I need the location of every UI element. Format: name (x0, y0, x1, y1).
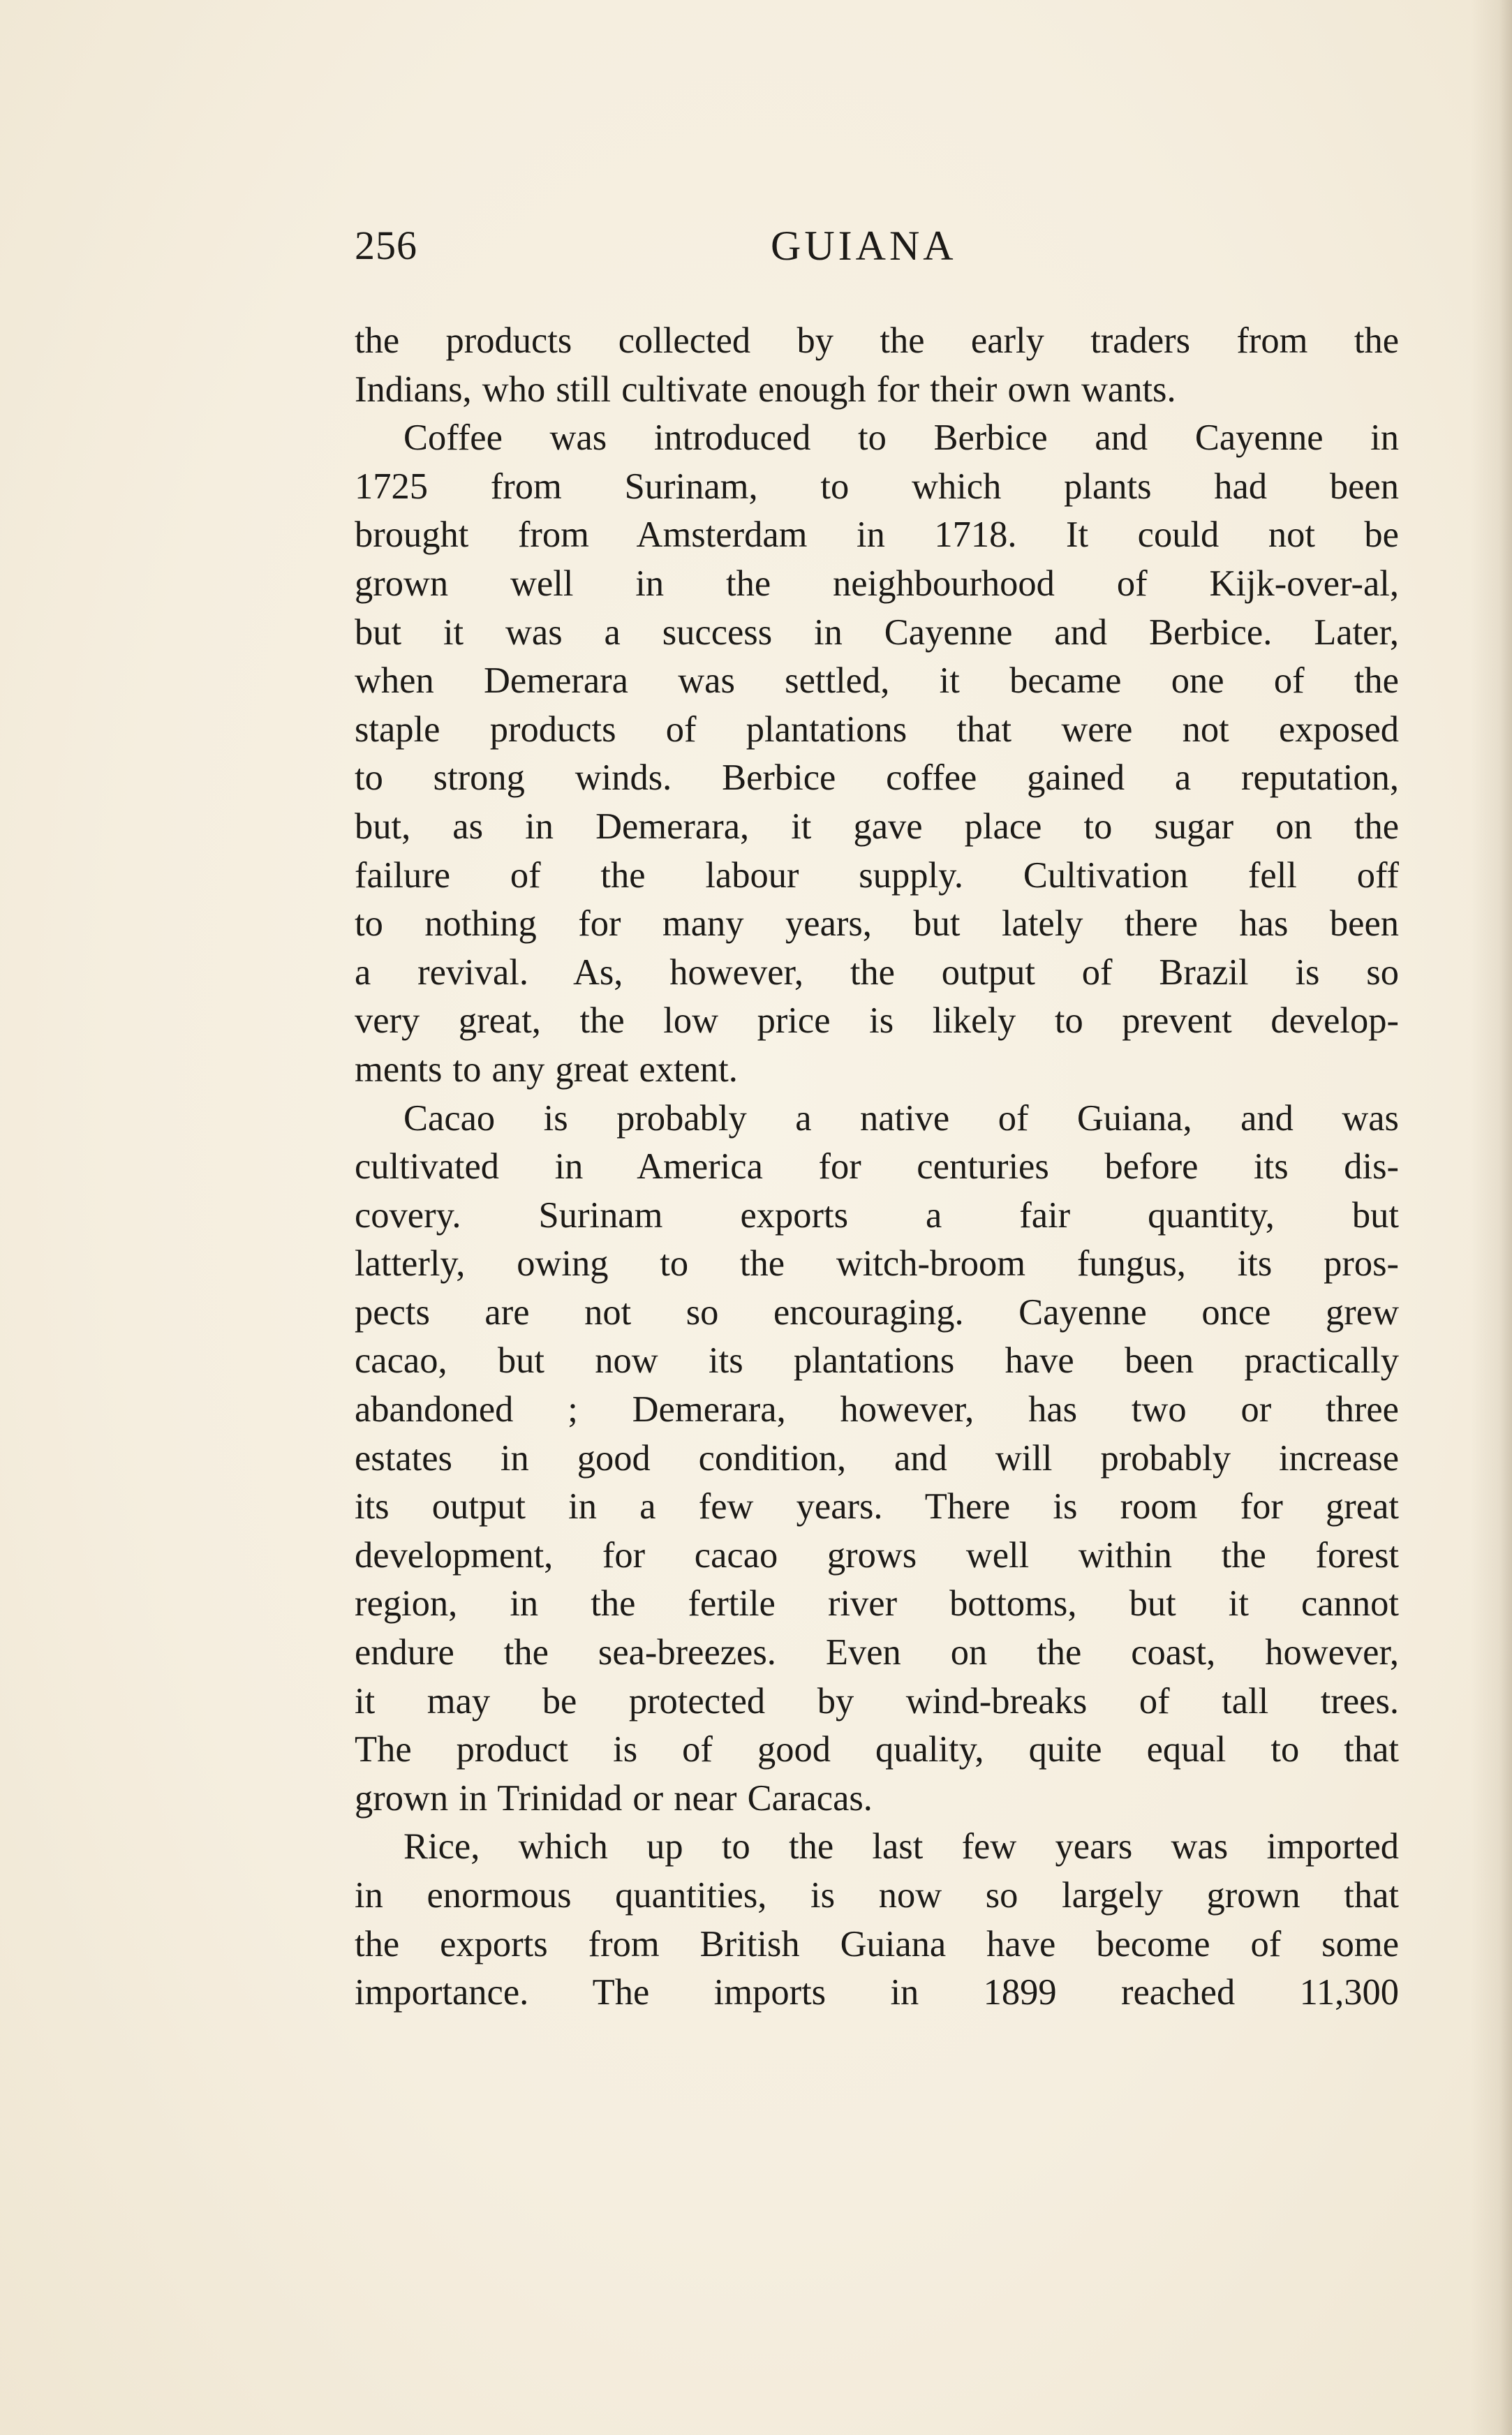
text-line: abandoned ; Demerara, however, has two or three (355, 1389, 1399, 1430)
text-line: ments to any great extent. (355, 1049, 738, 1090)
text-line: cultivated in America for centuries before its dis- (355, 1146, 1399, 1187)
text-line: the exports from British Guiana have become of some (355, 1923, 1399, 1964)
text-line: when Demerara was settled, it became one of the (355, 660, 1399, 702)
text-line: grown in Trinidad or near Caracas. (355, 1777, 873, 1819)
text-line: a revival. As, however, the output of Brazil is so (355, 952, 1399, 993)
text-line: covery. Surinam exports a fair quantity, but (355, 1194, 1399, 1236)
text-line: Indians, who still cultivate enough for their own wants. (355, 369, 1176, 410)
page-header (355, 222, 1396, 278)
text-line: 1725 from Surinam, to which plants had been (355, 466, 1399, 507)
text-line: the products collected by the early traders from the (355, 320, 1399, 361)
text-line: endure the sea-breezes. Even on the coast, however, (355, 1632, 1399, 1673)
text-line: it may be protected by wind-breaks of tall trees. (355, 1680, 1399, 1722)
text-line: its output in a few years. There is room for great (355, 1486, 1399, 1527)
page-gutter-shadow (1470, 0, 1512, 2435)
body-text (355, 317, 1399, 2018)
paragraph-first-line: Rice, which up to the last few years was imported (403, 1826, 1399, 1867)
text-line: cacao, but now its plantations have been practically (355, 1340, 1399, 1382)
text-line: but it was a success in Cayenne and Berbice. Later, (355, 612, 1399, 653)
text-line: brought from Amsterdam in 1718. It could not be (355, 515, 1399, 556)
text-line: grown well in the neighbourhood of Kijk-over-al, (355, 563, 1399, 604)
text-line: to nothing for many years, but lately there has been (355, 903, 1399, 945)
text-line: to strong winds. Berbice coffee gained a reputation, (355, 757, 1399, 799)
running-head: GUIANA (771, 223, 957, 269)
text-line: very great, the low price is likely to prevent develop- (355, 1000, 1399, 1042)
text-line: region, in the fertile river bottoms, but it cannot (355, 1583, 1399, 1624)
page-number: 256 (355, 223, 417, 268)
text-line: but, as in Demerara, it gave place to sugar on the (355, 806, 1399, 847)
text-line: latterly, owing to the witch-broom fungus, its pros- (355, 1243, 1399, 1285)
text-line: development, for cacao grows well within the forest (355, 1534, 1399, 1576)
text-line: estates in good condition, and will probably increase (355, 1437, 1399, 1479)
text-line: in enormous quantities, is now so largely grown that (355, 1875, 1399, 1916)
text-line: failure of the labour supply. Cultivation fell off (355, 854, 1399, 896)
paragraph-first-line: Cacao is probably a native of Guiana, and was (403, 1097, 1399, 1139)
text-line: pects are not so encouraging. Cayenne once grew (355, 1291, 1399, 1333)
text-line: staple products of plantations that were not exposed (355, 709, 1399, 750)
paragraph-first-line: Coffee was introduced to Berbice and Cayenne in (403, 417, 1399, 459)
text-line: The product is of good quality, quite equal to that (355, 1729, 1399, 1770)
text-line: importance. The imports in 1899 reached 11,300 (355, 1972, 1399, 2013)
